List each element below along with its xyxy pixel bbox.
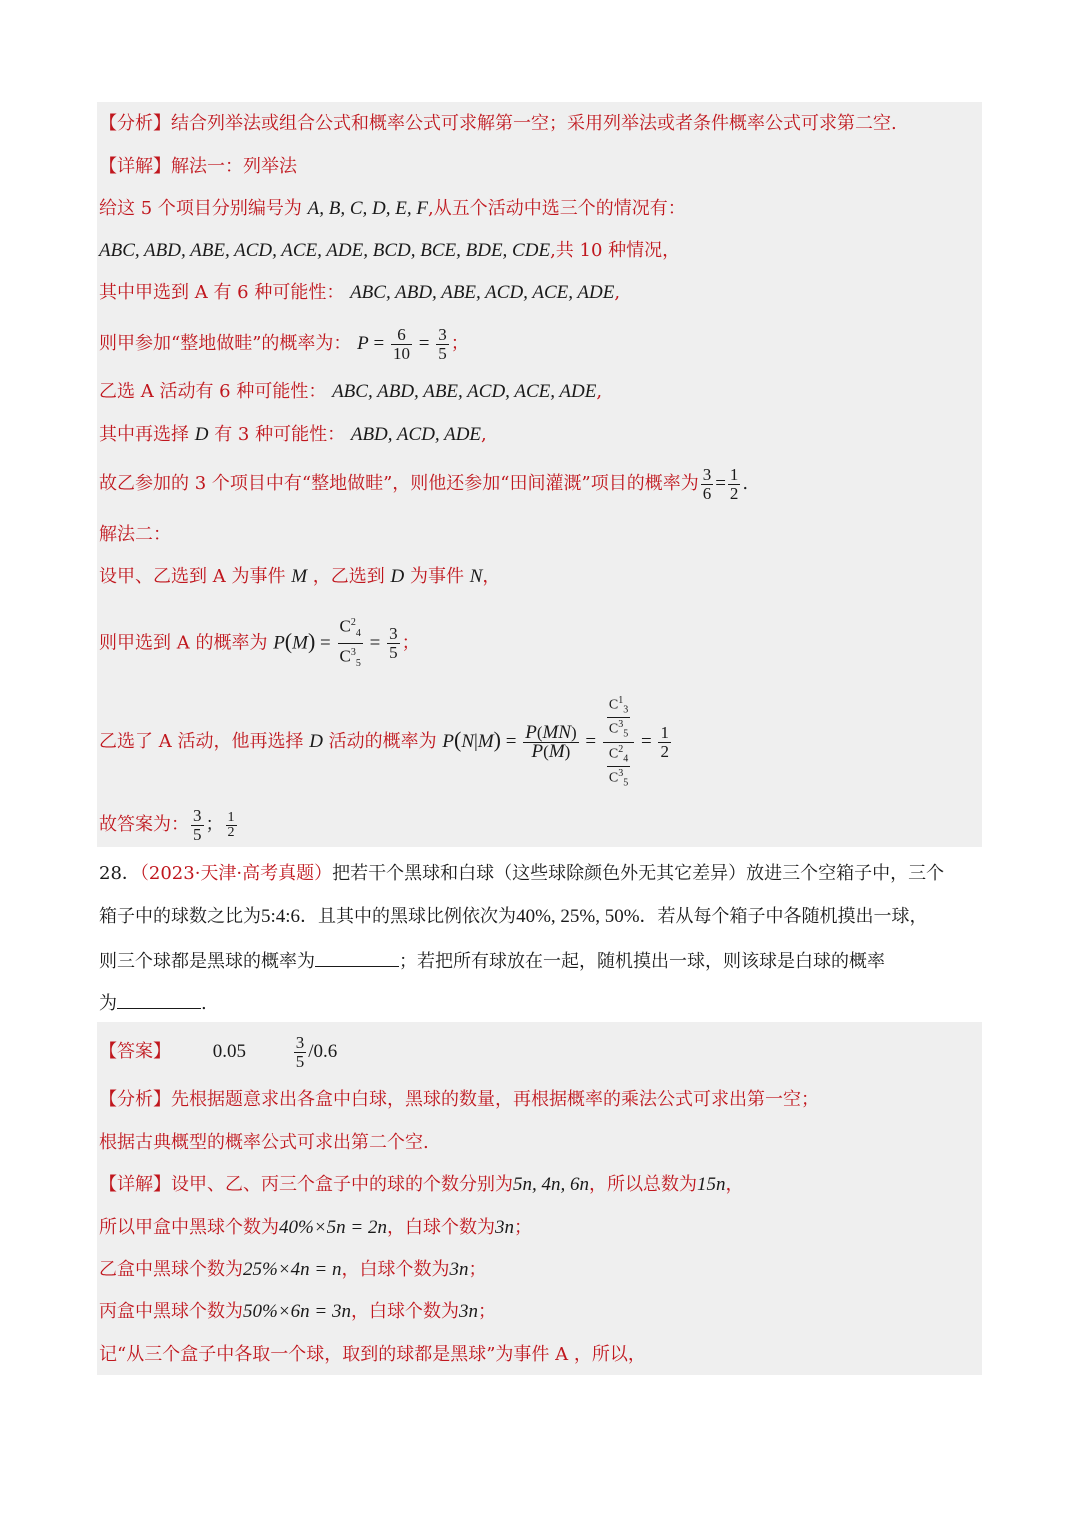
- analysis-text-2: 根据古典概型的概率公式可求出第二个空.: [99, 1132, 429, 1153]
- answer-value-2-alt: /0.6: [308, 1041, 338, 1062]
- d-symbol: D: [309, 731, 323, 752]
- fraction-numerator: 3: [438, 324, 447, 344]
- yi-possibilities-line: [99, 380, 602, 404]
- q28-line1: [99, 862, 944, 886]
- d-symbol: D: [194, 424, 209, 445]
- answer-value-1: 0.05: [212, 1041, 246, 1062]
- detail-text-3c: ；: [468, 1259, 487, 1280]
- fraction-denominator: 10: [392, 343, 410, 363]
- q28-answer-line: [99, 1030, 337, 1074]
- fraction-denominator: 6: [702, 483, 712, 503]
- fraction-numerator: 3: [193, 805, 202, 825]
- question-text-2b: ．且其中的黑球比例依次为: [300, 906, 517, 927]
- fraction-1-2: [658, 724, 671, 761]
- combinations-list: ABC, ABD, ABE, ACD, ACE, ADE, BCD, BCE, BDE, CDE: [99, 240, 551, 261]
- q28-detail-line3: [99, 1258, 486, 1282]
- analysis-line: [99, 112, 897, 136]
- yi-d-mid: 有 3 种可能性：: [214, 424, 346, 445]
- conditional-probability-line: 乙选了 A 活动，他再选择 D 活动的概率为 P(N|M) = $\frac{P(MN)}{P(M)}$ = $\frac{\frac{C^1_3}{C^3_5}}{\frac{C^2_4}{C^3_5}}$ = $\frac{1}{2}$: [99, 694, 669, 789]
- q28-line3: [99, 948, 885, 974]
- fraction-c42-c53: $\frac{C^2_4}{C^3_5}$: [338, 614, 363, 673]
- jia-probability-suffix: ；: [450, 333, 469, 354]
- fraction-denominator: 2: [660, 741, 669, 761]
- q28-detail-line4: [99, 1300, 496, 1324]
- q28-analysis-line2: [99, 1131, 429, 1155]
- fraction-numerator: 3: [295, 1032, 305, 1052]
- method2-label: 解法二：: [99, 524, 171, 545]
- question-text-3a: 则三个球都是黑球的概率为: [99, 951, 315, 972]
- fraction-compound-combinations: $\frac{\frac{C^1_3}{C^3_5}}{\frac{C^2_4}{C^3_5}}$: [603, 694, 634, 791]
- question-text-1: 把若干个黑球和白球（这些球除颜色外无其它差异）放进三个空箱子中，三个: [332, 863, 945, 884]
- fraction-numerator: 1: [729, 464, 739, 484]
- fraction-numerator: 3: [702, 464, 712, 484]
- pm-suffix: ；: [401, 632, 420, 654]
- q28-line4: [99, 990, 207, 1016]
- question-number: 28．: [99, 863, 140, 884]
- detail-text-1b: ，所以总数为: [589, 1174, 697, 1195]
- question-text-2a: 箱子中的球数之比为: [99, 906, 261, 927]
- method2-line: [99, 523, 171, 547]
- fraction-1-2: [226, 811, 237, 840]
- detail-tag: 【详解】: [99, 1174, 171, 1195]
- q28-detail-line2: [99, 1216, 532, 1240]
- yi-d-suffix: ,: [481, 424, 487, 445]
- yi-probability-text: 故乙参加的 3 个项目中有“整地做畦”，则他还参加“田间灌溉”项目的概率为: [99, 473, 699, 494]
- fraction-3-5: [387, 625, 400, 662]
- answer-blank-1[interactable]: [315, 948, 399, 967]
- q28-detail-line5: [99, 1343, 646, 1367]
- yi-possibilities-list: ABC, ABD, ABE, ACD, ACE, ADE: [332, 381, 597, 402]
- question-text-2c: ．若从每个箱子中各随机摸出一球，: [639, 906, 928, 927]
- fraction-denominator: 2: [227, 824, 235, 840]
- fraction-denominator: 5: [193, 824, 202, 844]
- yi-white-count: 3n: [449, 1259, 469, 1280]
- event-def-text1: 设甲、乙选到 A 为事件: [99, 566, 286, 587]
- fraction-1-2: [728, 466, 741, 503]
- ratio-value: 5:4:6: [261, 906, 301, 927]
- fraction-3-5: [436, 326, 449, 363]
- jia-possibilities-text: 其中甲选到 A 有 6 种可能性：: [99, 282, 345, 303]
- fraction-denominator: 2: [729, 483, 739, 503]
- fraction-numerator: 1: [227, 809, 235, 825]
- jia-black-formula: 40%×5n = 2n: [279, 1217, 387, 1238]
- detail-text-4c: ；: [477, 1301, 496, 1322]
- fraction-3-6: [701, 466, 714, 503]
- total-count: 15n: [697, 1174, 726, 1195]
- yi-possibilities-text: 乙选 A 活动有 6 种可能性：: [99, 381, 327, 402]
- event-definition-line: [99, 565, 500, 589]
- detail-text-4a: 丙盒中黑球个数为: [99, 1301, 243, 1322]
- yi-d-list: ABD, ACD, ADE: [350, 424, 482, 445]
- answer-blank-2[interactable]: [117, 990, 201, 1009]
- percent-values: 40%, 25%, 50%: [516, 906, 640, 927]
- fraction-pmn-pm: $\frac{P(MN)}{P(M)}$: [525, 721, 577, 762]
- q28-detail-line1: [99, 1173, 744, 1197]
- detail-text-3a: 乙盒中黑球个数为: [99, 1259, 243, 1280]
- detail-text-4b: ，白球个数为: [350, 1301, 459, 1322]
- yi-probability-suffix: .: [742, 473, 749, 494]
- event-def-text2: ，乙选到: [312, 566, 385, 587]
- analysis-text: 结合列举法或组合公式和概率公式可求解第一空；采用列举法或者条件概率公式可求第二空.: [171, 113, 897, 134]
- jia-white-count: 3n: [494, 1217, 514, 1238]
- d-symbol: D: [390, 566, 405, 587]
- detail-text-2a: 所以甲盒中黑球个数为: [99, 1217, 279, 1238]
- fraction-6-10: [391, 326, 412, 363]
- yi-black-formula: 25%×4n = n: [243, 1259, 342, 1280]
- p-symbol: P: [357, 333, 369, 354]
- detail-line: [99, 155, 297, 179]
- fraction-denominator: 5: [389, 643, 398, 663]
- q28-line2: [99, 905, 928, 929]
- conditional-text: 乙选了 A 活动，他再选择: [99, 731, 304, 752]
- pm-text: 则甲选到 A 的概率为: [99, 632, 268, 654]
- question-text-4b: .: [201, 993, 207, 1014]
- event-n-symbol: N: [469, 566, 483, 587]
- question-text-4a: 为: [99, 993, 117, 1014]
- fraction-denominator: 5: [295, 1051, 305, 1071]
- yi-possibilities-suffix: ,: [596, 381, 603, 402]
- question-text-3b: ；若把所有球放在一起，随机摸出一球，则该球是白球的概率: [399, 951, 885, 972]
- box-counts: 5n, 4n, 6n: [513, 1174, 589, 1195]
- fraction-numerator: 6: [391, 326, 412, 345]
- fraction-3-5: [191, 807, 204, 844]
- jia-possibilities-suffix: ,: [614, 282, 621, 303]
- analysis-tag: 【分析】: [99, 113, 171, 134]
- question-source: （2023·天津·高考真题）: [139, 863, 333, 884]
- analysis-text-1: 先根据题意求出各盒中白球，黑球的数量，再根据概率的乘法公式可求出第一空；: [171, 1089, 819, 1110]
- detail-text-2c: ；: [513, 1217, 532, 1238]
- yi-probability-line: 故乙参加的 3 个项目中有“整地做畦”，则他还参加“田间灌溉”项目的概率为 $\frac{3}{6}$ = $\frac{1}{2}$ .: [99, 464, 749, 503]
- pm-line: 则甲选到 A 的概率为 P(M) = $\frac{C^2_4}{C^3_5}$ = $\frac{3}{5}$ ；: [99, 614, 420, 673]
- conditional-mid: 活动的概率为: [328, 731, 437, 752]
- numbering-suffix: ,从五个活动中选三个的情况有：: [427, 198, 686, 219]
- answer-fraction: [294, 1034, 307, 1071]
- combinations-line: [99, 239, 680, 263]
- detail-text: 解法一：列举法: [171, 156, 297, 177]
- jia-probability-line: 则甲参加“整地做畦”的概率为： P = $\frac{6}{10}$ = $\frac{3}{5}$ ；: [99, 324, 469, 363]
- numbering-text: 给这 5 个项目分别编号为: [99, 198, 302, 219]
- bing-white-count: 3n: [458, 1301, 478, 1322]
- detail-text-2b: ，白球个数为: [386, 1217, 495, 1238]
- fraction-denominator: 5: [438, 343, 447, 363]
- yi-d-line: [99, 423, 487, 447]
- detail-text-1a: 设甲、乙、丙三个盒子中的球的个数分别为: [171, 1174, 513, 1195]
- fraction-numerator: 1: [660, 722, 669, 742]
- yi-d-text: 其中再选择: [99, 424, 189, 445]
- q27-answer-line: [99, 803, 239, 847]
- project-letters: A, B, C, D, E, F: [307, 198, 428, 219]
- jia-probability-text: 则甲参加“整地做畦”的概率为：: [99, 333, 352, 354]
- detail-text-3b: ，白球个数为: [341, 1259, 450, 1280]
- numbering-line: [99, 197, 686, 221]
- detail-text-5: 记“从三个盒子中各取一个球，取到的球都是黑球”为事件 A ，所以，: [99, 1344, 646, 1365]
- analysis-tag: 【分析】: [99, 1089, 171, 1110]
- answer-tag: 【答案】: [99, 1041, 171, 1062]
- answer-separator: ；: [205, 814, 224, 835]
- event-m-symbol: M: [291, 566, 308, 587]
- jia-possibilities-line: [99, 281, 620, 305]
- fraction-numerator: 3: [389, 624, 398, 644]
- event-def-suffix: ，: [482, 566, 501, 587]
- jia-possibilities-list: ABC, ABD, ABE, ACD, ACE, ADE: [350, 282, 615, 303]
- bing-black-formula: 50%×6n = 3n: [243, 1301, 351, 1322]
- combinations-suffix: ,共 10 种情况，: [550, 240, 681, 261]
- q28-analysis-line1: [99, 1088, 819, 1112]
- detail-text-1c: ，: [725, 1174, 744, 1195]
- detail-tag: 【详解】: [99, 156, 171, 177]
- answer-text: 故答案为：: [99, 814, 189, 835]
- event-def-text3: 为事件: [409, 566, 464, 587]
